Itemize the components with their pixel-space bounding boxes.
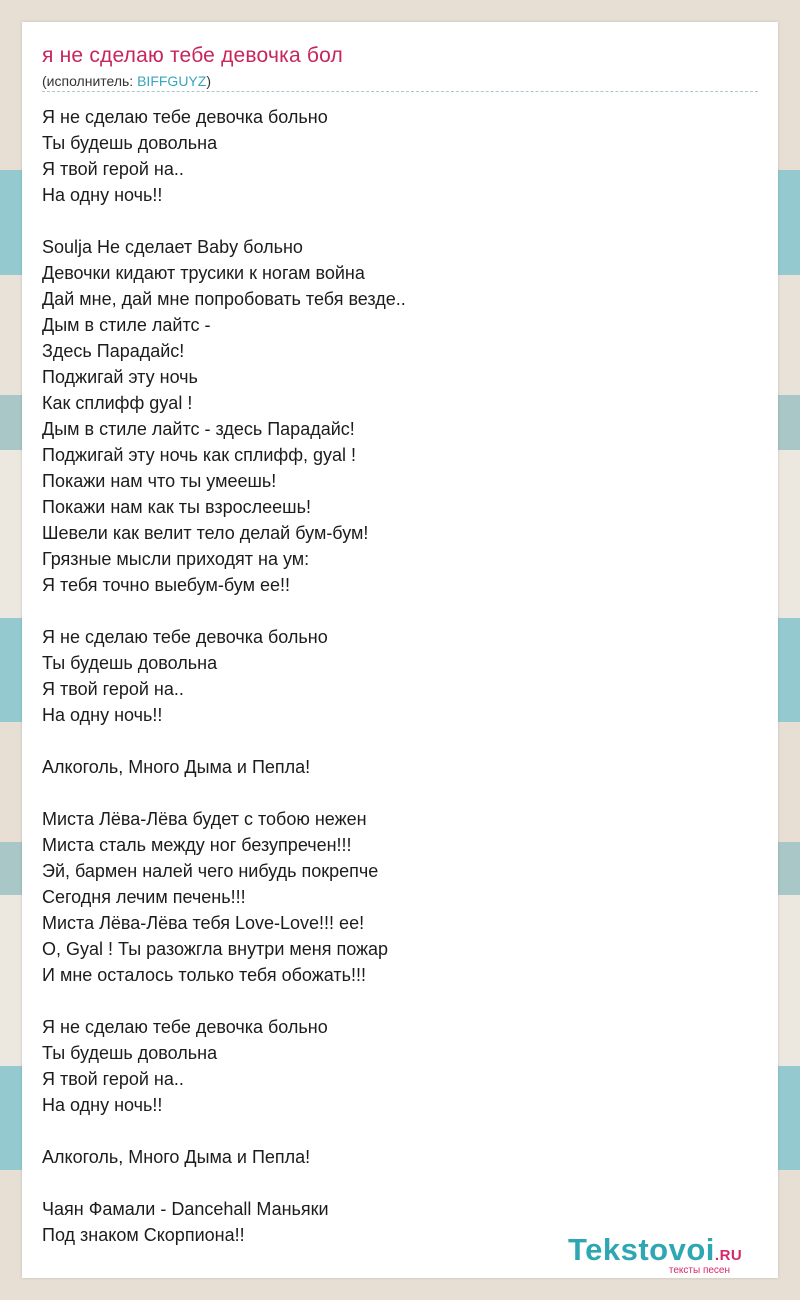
lyric-line: И мне осталось только тебя обожать!!! [42, 965, 366, 985]
lyrics-body [42, 104, 758, 1248]
lyric-line: Здесь Парадайс! [42, 341, 185, 361]
lyric-line: Дым в стиле лайтс - здесь Парадайс! [42, 419, 355, 439]
lyric-line [42, 988, 758, 1014]
lyrics-card [22, 22, 778, 1278]
lyric-line: Ты будешь довольна [42, 1043, 218, 1063]
logo-name: Tekstovoi [568, 1232, 715, 1267]
lyric-line: Алкоголь, Много Дыма и Пепла! [42, 1147, 311, 1167]
lyric-line: Сегодня лечим печень!!! [42, 887, 246, 907]
lyric-line [42, 208, 758, 234]
lyric-line: Миста сталь между ног безупречен!!! [42, 835, 352, 855]
lyric-line [42, 1118, 758, 1144]
lyric-line: На одну ночь!! [42, 705, 163, 725]
lyric-line: Девочки кидают трусики к ногам война [42, 263, 365, 283]
lyric-line: Я твой герой на.. [42, 1069, 184, 1089]
artist-suffix: ) [206, 73, 211, 89]
lyric-line: Эй, бармен налей чего нибудь покрепче [42, 861, 379, 881]
lyric-line: Ты будешь довольна [42, 133, 218, 153]
lyric-line: Я не сделаю тебе девочка больно [42, 107, 328, 127]
lyric-line: Покажи нам что ты умеешь! [42, 471, 277, 491]
lyric-line: Я твой герой на.. [42, 679, 184, 699]
lyric-line: Как сплифф gyal ! [42, 393, 193, 413]
lyric-line [42, 1170, 758, 1196]
logo-tagline: тексты песен [668, 1265, 730, 1276]
lyric-line: Дым в стиле лайтс - [42, 315, 211, 335]
lyric-line: Я не сделаю тебе девочка больно [42, 627, 328, 647]
lyric-line: Дай мне, дай мне попробовать тебя везде.. [42, 289, 406, 309]
lyric-line: Грязные мысли приходят на ум: [42, 549, 310, 569]
lyric-line: Я не сделаю тебе девочка больно [42, 1017, 328, 1037]
lyric-line: Поджигай эту ночь как сплифф, gyal ! [42, 445, 357, 465]
lyric-line: О, Gyal ! Ты разожгла внутри меня пожар [42, 939, 389, 959]
lyric-line: Ты будешь довольна [42, 653, 218, 673]
song-title: я не сделаю тебе девочка бол [42, 44, 343, 67]
lyric-line: Под знаком Скорпиона!! [42, 1225, 245, 1245]
logo-wordmark [568, 1232, 742, 1268]
artist-line [42, 73, 211, 89]
lyric-line: На одну ночь!! [42, 185, 163, 205]
lyric-line: Поджигай эту ночь [42, 367, 198, 387]
lyric-line [42, 780, 758, 806]
artist-prefix: (исполнитель: [42, 73, 138, 89]
logo-tld: .RU [714, 1247, 743, 1264]
lyric-line: Миста Лёва-Лёва будет с тобою нежен [42, 809, 367, 829]
lyric-line [42, 728, 758, 754]
artist-link[interactable]: BIFFGUYZ [137, 73, 207, 89]
lyric-line: Миста Лёва-Лёва тебя Love-Love!!! ее! [42, 913, 365, 933]
title-divider [42, 91, 758, 92]
site-logo[interactable] [568, 1232, 778, 1278]
lyric-line: Soulja Не сделает Baby больно [42, 237, 303, 257]
lyric-line: Алкоголь, Много Дыма и Пепла! [42, 757, 311, 777]
lyric-line: Шевели как велит тело делай бум-бум! [42, 523, 369, 543]
lyric-line [42, 598, 758, 624]
lyric-line: Покажи нам как ты взрослеешь! [42, 497, 311, 517]
lyric-line: Я тебя точно выебум-бум ее!! [42, 575, 291, 595]
lyric-line: Я твой герой на.. [42, 159, 184, 179]
lyric-line: На одну ночь!! [42, 1095, 163, 1115]
lyric-line: Чаян Фамали - Dancehall Маньяки [42, 1199, 329, 1219]
